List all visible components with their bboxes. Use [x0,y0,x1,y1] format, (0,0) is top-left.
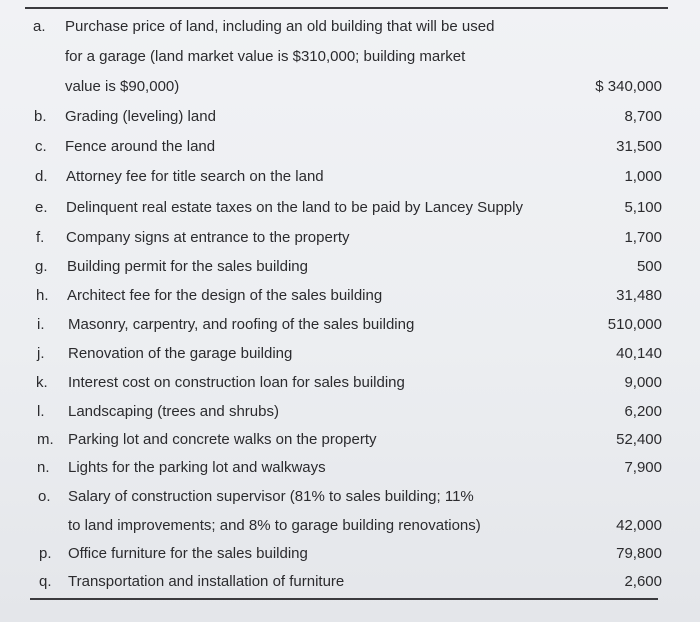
item-letter: e. [35,199,48,216]
item-amount: 8,700 [624,108,662,125]
item-description: Attorney fee for title search on the land [66,168,324,185]
item-letter: p. [39,545,52,562]
list-item-m [0,429,700,451]
item-description: Landscaping (trees and shrubs) [68,403,279,420]
list-item-j [0,343,700,365]
item-description: Renovation of the garage building [68,345,293,362]
list-item-o-continued [0,515,700,537]
item-letter: c. [35,138,47,155]
item-letter: j. [37,345,45,362]
bottom-rule [30,598,658,600]
item-amount: 2,600 [624,573,662,590]
list-item-d [0,166,700,188]
list-item-b [0,106,700,128]
list-item-k [0,372,700,394]
item-description: Building permit for the sales building [67,258,308,275]
item-description: Transportation and installation of furniture [68,573,345,590]
list-item-a-continued [0,46,700,68]
list-item-q [0,571,700,593]
item-description: value is $90,000) [65,78,180,95]
top-rule [25,7,668,9]
item-description: Interest cost on construction loan for sales building [68,374,405,391]
item-letter: q. [39,573,52,590]
item-letter: m. [37,431,54,448]
item-amount: 31,480 [616,287,662,304]
item-amount: 40,140 [616,345,662,362]
item-description: Delinquent real estate taxes on the land to be paid by Lancey Supply [66,199,523,216]
item-description: Purchase price of land, including an old building that will be used [65,18,495,35]
list-item-h [0,285,700,307]
item-letter: l. [37,403,45,420]
item-description: Masonry, carpentry, and roofing of the sales building [68,316,415,333]
item-letter: h. [36,287,49,304]
item-description: Company signs at entrance to the property [66,229,350,246]
item-amount: $ 340,000 [595,78,662,95]
list-item-p [0,543,700,565]
item-letter: g. [35,258,48,275]
item-description: Lights for the parking lot and walkways [68,459,326,476]
list-item-a [0,16,700,38]
item-amount: 79,800 [616,545,662,562]
item-letter: f. [36,229,45,246]
item-letter: n. [37,459,50,476]
item-description: Salary of construction supervisor (81% to sales building; 11% [68,488,474,505]
list-item-n [0,457,700,479]
item-description: Parking lot and concrete walks on the property [68,431,377,448]
item-letter: d. [35,168,48,185]
item-description: Architect fee for the design of the sales building [67,287,383,304]
item-description: Fence around the land [65,138,216,155]
item-amount: 5,100 [624,199,662,216]
item-description: for a garage (land market value is $310,000; building market [65,48,466,65]
item-amount: 7,900 [624,459,662,476]
list-item-l [0,401,700,423]
item-amount: 9,000 [624,374,662,391]
list-item-c [0,136,700,158]
list-item-f [0,227,700,249]
list-item-e [0,197,700,219]
item-description: Grading (leveling) land [65,108,216,125]
item-amount: 1,700 [624,229,662,246]
list-item-g [0,256,700,278]
item-letter: a. [33,18,46,35]
item-letter: o. [38,488,51,505]
list-item-o [0,486,700,508]
item-amount: 31,500 [616,138,662,155]
list-item-i [0,314,700,336]
item-letter: b. [34,108,47,125]
item-letter: k. [36,374,48,391]
item-amount: 510,000 [607,316,662,333]
list-item-a-continued [0,76,700,98]
item-amount: 500 [636,258,662,275]
item-amount: 1,000 [624,168,662,185]
item-amount: 6,200 [624,403,662,420]
item-description: Office furniture for the sales building [68,545,308,562]
item-amount: 42,000 [616,517,662,534]
item-letter: i. [37,316,45,333]
item-amount: 52,400 [616,431,662,448]
item-description: to land improvements; and 8% to garage building renovations) [68,517,481,534]
